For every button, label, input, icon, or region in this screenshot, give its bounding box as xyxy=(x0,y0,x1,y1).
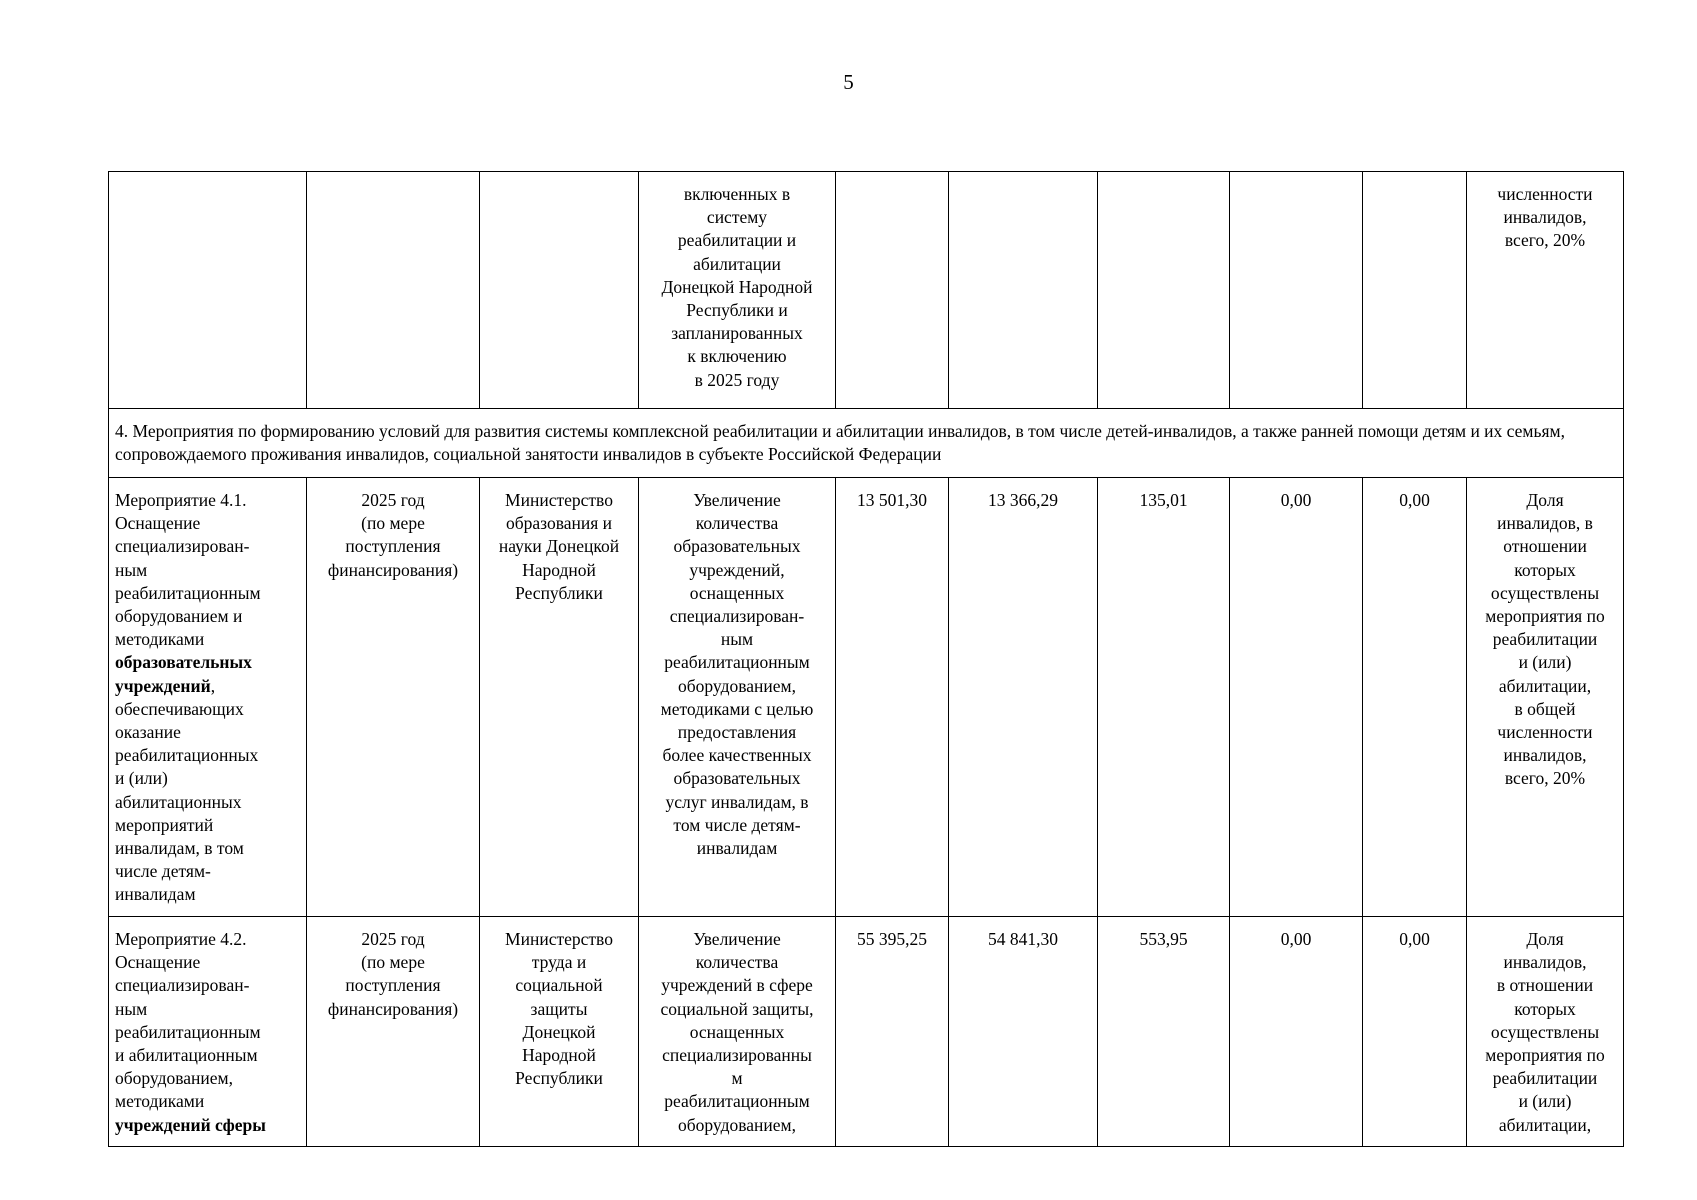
measure-period: 2025 год (по мере поступления финансирования) xyxy=(307,917,480,1147)
measure-regional-amount: 553,95 xyxy=(1098,917,1230,1147)
measure-name-cell xyxy=(109,917,307,1147)
measure-other-amount: 0,00 xyxy=(1363,478,1467,917)
section-heading-row xyxy=(109,409,1624,478)
measure-result: Увеличение количества образовательных учреждений, оснащенных специализирован- ным реабилитационным оборудованием, методиками с целью предоставления более качественных образовательных услуг инвалидам, в том числе детям- инвалидам xyxy=(639,478,836,917)
measure-total-amount: 55 395,25 xyxy=(836,917,949,1147)
measure-regional-amount: 135,01 xyxy=(1098,478,1230,917)
cell-name-empty xyxy=(109,172,307,409)
measure-name-bold: учреждений сферы xyxy=(115,1114,266,1135)
cell-federal-empty xyxy=(949,172,1098,409)
measure-name-text: Мероприятие 4.2. Оснащение специализирован- ным реабилитационным и абилитационным оборудованием, методиками xyxy=(115,929,261,1112)
measures-table xyxy=(108,171,1624,1147)
measure-indicator: Доля инвалидов, в отношении которых осуществлены мероприятия по реабилитации и (или) абилитации, xyxy=(1467,917,1624,1147)
measure-total-amount: 13 501,30 xyxy=(836,478,949,917)
table-row-continued xyxy=(109,172,1624,409)
table-row-measure-4-2 xyxy=(109,917,1624,1147)
cell-result-continued: включенных в систему реабилитации и абилитации Донецкой Народной Республики и запланированных к включению в 2025 году xyxy=(639,172,836,409)
measure-result: Увеличение количества учреждений в сфере социальной защиты, оснащенных специализированны м реабилитационным оборудованием, xyxy=(639,917,836,1147)
cell-local-empty xyxy=(1230,172,1363,409)
page-number: 5 xyxy=(843,70,854,94)
measure-name-bold: образовательных учреждений xyxy=(115,652,252,696)
measure-federal-amount: 54 841,30 xyxy=(949,917,1098,1147)
cell-period-empty xyxy=(307,172,480,409)
section-4-title: 4. Мероприятия по формированию условий для развития системы комплексной реабилитации и абилитации инвалидов, в том числе детей-инвалидов, а также ранней помощи детям и их семьям, сопровождаемого проживания инвалидов, социальной занятости инвалидов в субъекте Российской Федерации xyxy=(109,409,1624,478)
table-row-measure-4-1 xyxy=(109,478,1624,917)
measure-period: 2025 год (по мере поступления финансирования) xyxy=(307,478,480,917)
measure-executor: Министерство труда и социальной защиты Донецкой Народной Республики xyxy=(480,917,639,1147)
measure-local-amount: 0,00 xyxy=(1230,917,1363,1147)
cell-total-empty xyxy=(836,172,949,409)
measure-federal-amount: 13 366,29 xyxy=(949,478,1098,917)
measure-name-text-tail: , обеспечивающих оказание реабилитационных и (или) абилитационных мероприятий инвалидам, в том числе детям- инвалидам xyxy=(115,675,259,905)
measure-local-amount: 0,00 xyxy=(1230,478,1363,917)
cell-other-empty xyxy=(1363,172,1467,409)
measure-other-amount: 0,00 xyxy=(1363,917,1467,1147)
measure-indicator: Доля инвалидов, в отношении которых осуществлены мероприятия по реабилитации и (или) абилитации, в общей численности инвалидов, всего, 20% xyxy=(1467,478,1624,917)
cell-regional-empty xyxy=(1098,172,1230,409)
measure-executor: Министерство образования и науки Донецкой Народной Республики xyxy=(480,478,639,917)
measure-name-cell xyxy=(109,478,307,917)
cell-executor-empty xyxy=(480,172,639,409)
cell-indicator-continued: численности инвалидов, всего, 20% xyxy=(1467,172,1624,409)
measure-name-text: Мероприятие 4.1. Оснащение специализирован- ным реабилитационным оборудованием и методиками xyxy=(115,490,261,650)
